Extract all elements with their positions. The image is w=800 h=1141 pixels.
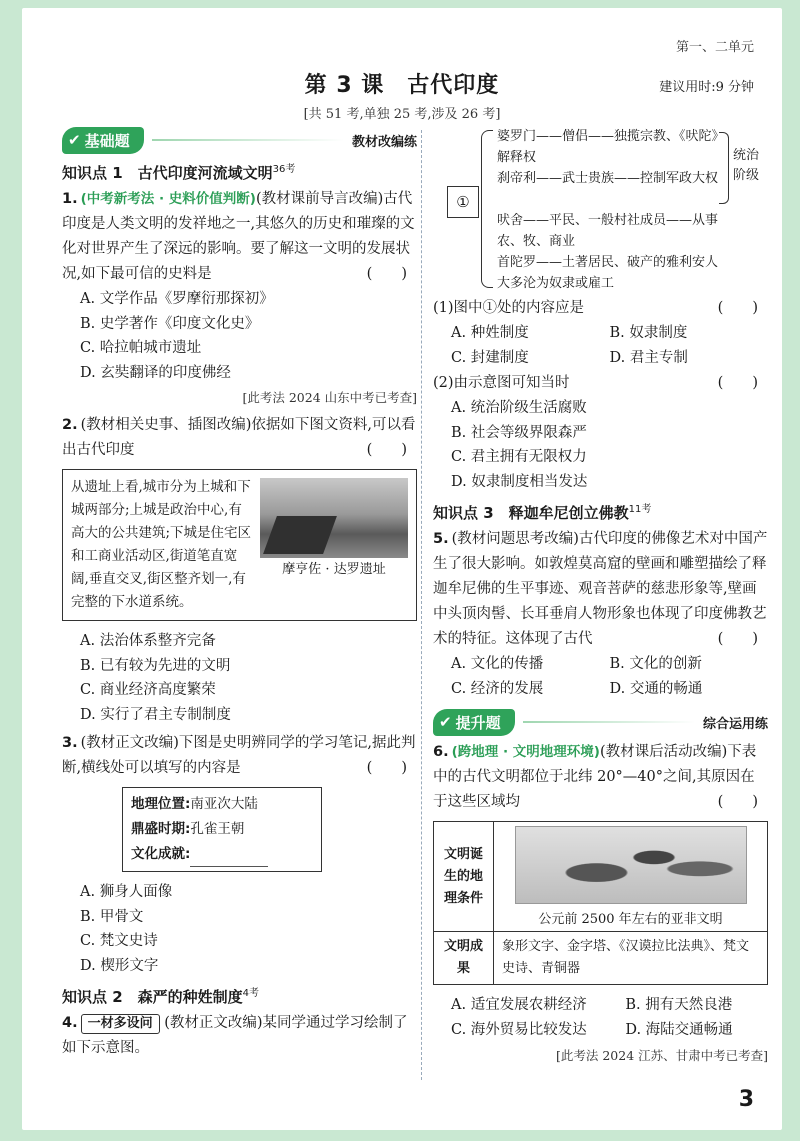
note-row: 文化成就: [131, 842, 313, 867]
caste-row: 吠舍——平民、一般村社成员——从事农、牧、商业 [497, 213, 719, 249]
option[interactable]: A. 适宜发展农耕经济 [451, 997, 587, 1013]
question-5: 5. (教材问题思考改编)古代印度的佛像艺术对中国产生了很大影响。如敦煌莫高窟的壁画和雕塑描绘了释迦牟尼佛的生平事迹、观音菩萨的慈悲形象等,壁画中头顶肉髻、长耳垂肩人物形象也体现了印度佛教艺术的特征。这体现了古代 ( ) [433, 527, 768, 652]
badge-line [523, 721, 695, 723]
table-head: 文明成果 [434, 932, 494, 984]
note-row: 地理位置:南亚次大陆 [131, 796, 258, 812]
option[interactable]: A. 法治体系整齐完备 [80, 633, 216, 649]
question-4-1: (1)图中①处的内容应是 ( ) [433, 296, 768, 321]
badge-line [152, 139, 344, 141]
civilization-table [433, 821, 768, 985]
answer-paren[interactable]: ( ) [366, 266, 407, 282]
exam-source: [此考法 2024 山东中考已考查] [242, 390, 417, 405]
caste-row: 首陀罗——土著居民、破产的雅利安人大多沦为奴隶或雇工 [497, 255, 719, 291]
suggested-time: 建议用时:9 分钟 [659, 80, 754, 95]
option[interactable]: C. 封建制度 [451, 350, 529, 366]
question-4-2: (2)由示意图可知当时 ( ) [433, 371, 768, 396]
answer-paren[interactable]: ( ) [717, 631, 758, 647]
options-grid [433, 652, 768, 702]
option[interactable]: C. 哈拉帕城市遗址 [80, 340, 202, 356]
option[interactable]: C. 海外贸易比较发达 [451, 1022, 587, 1038]
figure-text: 从遗址上看,城市分为上城和下城两部分;上城是政治中心,有高大的公共建筑;下城是住宅区和工商业活动区,街道笔直宽阔,垂直交叉,街区整齐划一,有完整的下水道系统。 [71, 479, 252, 610]
option[interactable]: B. 史学著作《印度文化史》 [80, 315, 260, 332]
options-grid [433, 993, 768, 1043]
page-number: 3 [738, 1087, 754, 1112]
question-tag: (中考新考法 · 史料价值判断) [80, 191, 256, 207]
caste-row: 刹帝利——武士贵族——控制军政大权 [497, 171, 719, 186]
knowledge-point-2: 知识点 2 森严的种姓制度$^{4考}$ [62, 988, 260, 1006]
circle-marker: ① [447, 186, 479, 218]
option[interactable]: A. 狮身人面像 [80, 884, 173, 900]
map-image [515, 826, 747, 904]
question-6: 6. (跨地理 · 文明地理环境)(教材课后活动改编)下表中的古代文明都位于北纬 20°—40°之间,其原因在于这些区域均 ( ) [433, 740, 768, 815]
figure-box [62, 469, 417, 621]
option[interactable]: B. 奴隶制度 [609, 325, 688, 341]
study-note [122, 787, 322, 872]
section-basic-header [62, 126, 417, 154]
answer-paren[interactable]: ( ) [366, 442, 407, 458]
section-adv-header [433, 708, 768, 736]
options-grid [433, 321, 768, 371]
option[interactable]: A. 文学作品《罗摩衍那探初》 [80, 291, 274, 307]
check-icon: ✔ [439, 713, 452, 731]
option[interactable]: D. 玄奘翻译的印度佛经 [80, 364, 231, 381]
option[interactable]: D. 实行了君主专制制度 [80, 706, 231, 723]
ruling-class-label: 统治阶级 [733, 148, 760, 183]
question-3: 3. (教材正文改编)下图是史明辨同学的学习笔记,据此判断,横线处可以填写的内容是 ( ) [62, 731, 417, 781]
right-brace [719, 132, 729, 204]
note-row: 鼎盛时期:孔雀王朝 [131, 821, 245, 837]
answer-paren[interactable]: ( ) [717, 375, 758, 391]
page [22, 8, 782, 1130]
option[interactable]: D. 海陆交通畅通 [625, 1022, 733, 1038]
option[interactable]: D. 奴隶制度相当发达 [451, 473, 588, 490]
question-1: 1. (中考新考法 · 史料价值判断)(教材课前导言改编)古代印度是人类文明的发祥地之一,其悠久的历史和璀璨的文化对世界产生了深远的影响。要了解这一文明的发展状况,如下最可信的史料是 ( ) [62, 187, 417, 287]
option[interactable]: B. 拥有天然良港 [625, 997, 733, 1013]
answer-paren[interactable]: ( ) [717, 794, 758, 810]
knowledge-point-1: 知识点 1 古代印度河流域文明$^{36考}$ [62, 164, 296, 182]
option[interactable]: D. 交通的畅通 [609, 681, 703, 697]
option[interactable]: A. 文化的传播 [451, 656, 544, 672]
section-adv-type: 综合运用练 [702, 716, 768, 732]
answer-paren[interactable]: ( ) [366, 760, 407, 776]
map-cell [494, 822, 767, 932]
option[interactable]: B. 文化的创新 [609, 656, 702, 672]
caste-row: 婆罗门——僧侣——独揽宗教、《吠陀》解释权 [497, 129, 719, 165]
answer-paren[interactable]: ( ) [717, 300, 758, 316]
option[interactable]: B. 已有较为先进的文明 [80, 657, 231, 674]
fill-blank[interactable] [190, 853, 268, 867]
option[interactable]: C. 梵文史诗 [80, 933, 158, 949]
option[interactable]: B. 甲骨文 [80, 908, 144, 925]
exam-source: [此考法 2024 江苏、甘肃中考已考查] [555, 1048, 768, 1063]
right-column [433, 126, 768, 1071]
caste-diagram [433, 126, 768, 296]
option[interactable]: C. 商业经济高度繁荣 [80, 682, 216, 698]
option[interactable]: A. 种姓制度 [451, 325, 529, 341]
option[interactable]: A. 统治阶级生活腐败 [451, 400, 587, 416]
question-2: 2. (教材相关史事、插图改编)依据如下图文资料,可以看出古代印度 ( ) [62, 413, 417, 463]
option[interactable]: C. 君主拥有无限权力 [451, 449, 587, 465]
unit-label: 第一、二单元 [675, 40, 754, 55]
section-adv-badge: ✔ 提升题 [433, 709, 515, 736]
multi-question-tag: 一材多设问 [81, 1014, 160, 1034]
question-tag: (跨地理 · 文明地理环境) [451, 744, 600, 760]
map-caption: 公元前 2500 年左右的亚非文明 [538, 912, 723, 927]
ruins-image [260, 478, 408, 558]
section-basic-type: 教材改编练 [351, 134, 417, 150]
column-divider [421, 130, 422, 1080]
section-basic-badge: ✔ 基础题 [62, 127, 144, 154]
option[interactable]: C. 经济的发展 [451, 681, 544, 697]
exam-stats: [共 51 考,单独 25 考,涉及 26 考] [303, 107, 501, 122]
photo-caption: 摩亨佐 · 达罗遗址 [282, 562, 386, 577]
option[interactable]: B. 社会等级界限森严 [451, 424, 587, 441]
check-icon: ✔ [68, 131, 81, 149]
table-head: 文明诞生的地理条件 [434, 822, 494, 932]
option[interactable]: D. 君主专制 [609, 350, 688, 366]
achievements-cell: 象形文字、金字塔、《汉谟拉比法典》、梵文史诗、青铜器 [502, 939, 750, 976]
option[interactable]: D. 楔形文字 [80, 957, 159, 974]
left-column [62, 126, 417, 1061]
lesson-title: 第 3 课 古代印度 [304, 73, 500, 98]
question-4: 4. 一材多设问 (教材正文改编)某同学通过学习绘制了如下示意图。 [62, 1015, 408, 1056]
knowledge-point-3: 知识点 3 释迦牟尼创立佛教$^{11考}$ [433, 504, 652, 522]
left-brace [481, 130, 493, 288]
ruins-photo [260, 478, 408, 581]
